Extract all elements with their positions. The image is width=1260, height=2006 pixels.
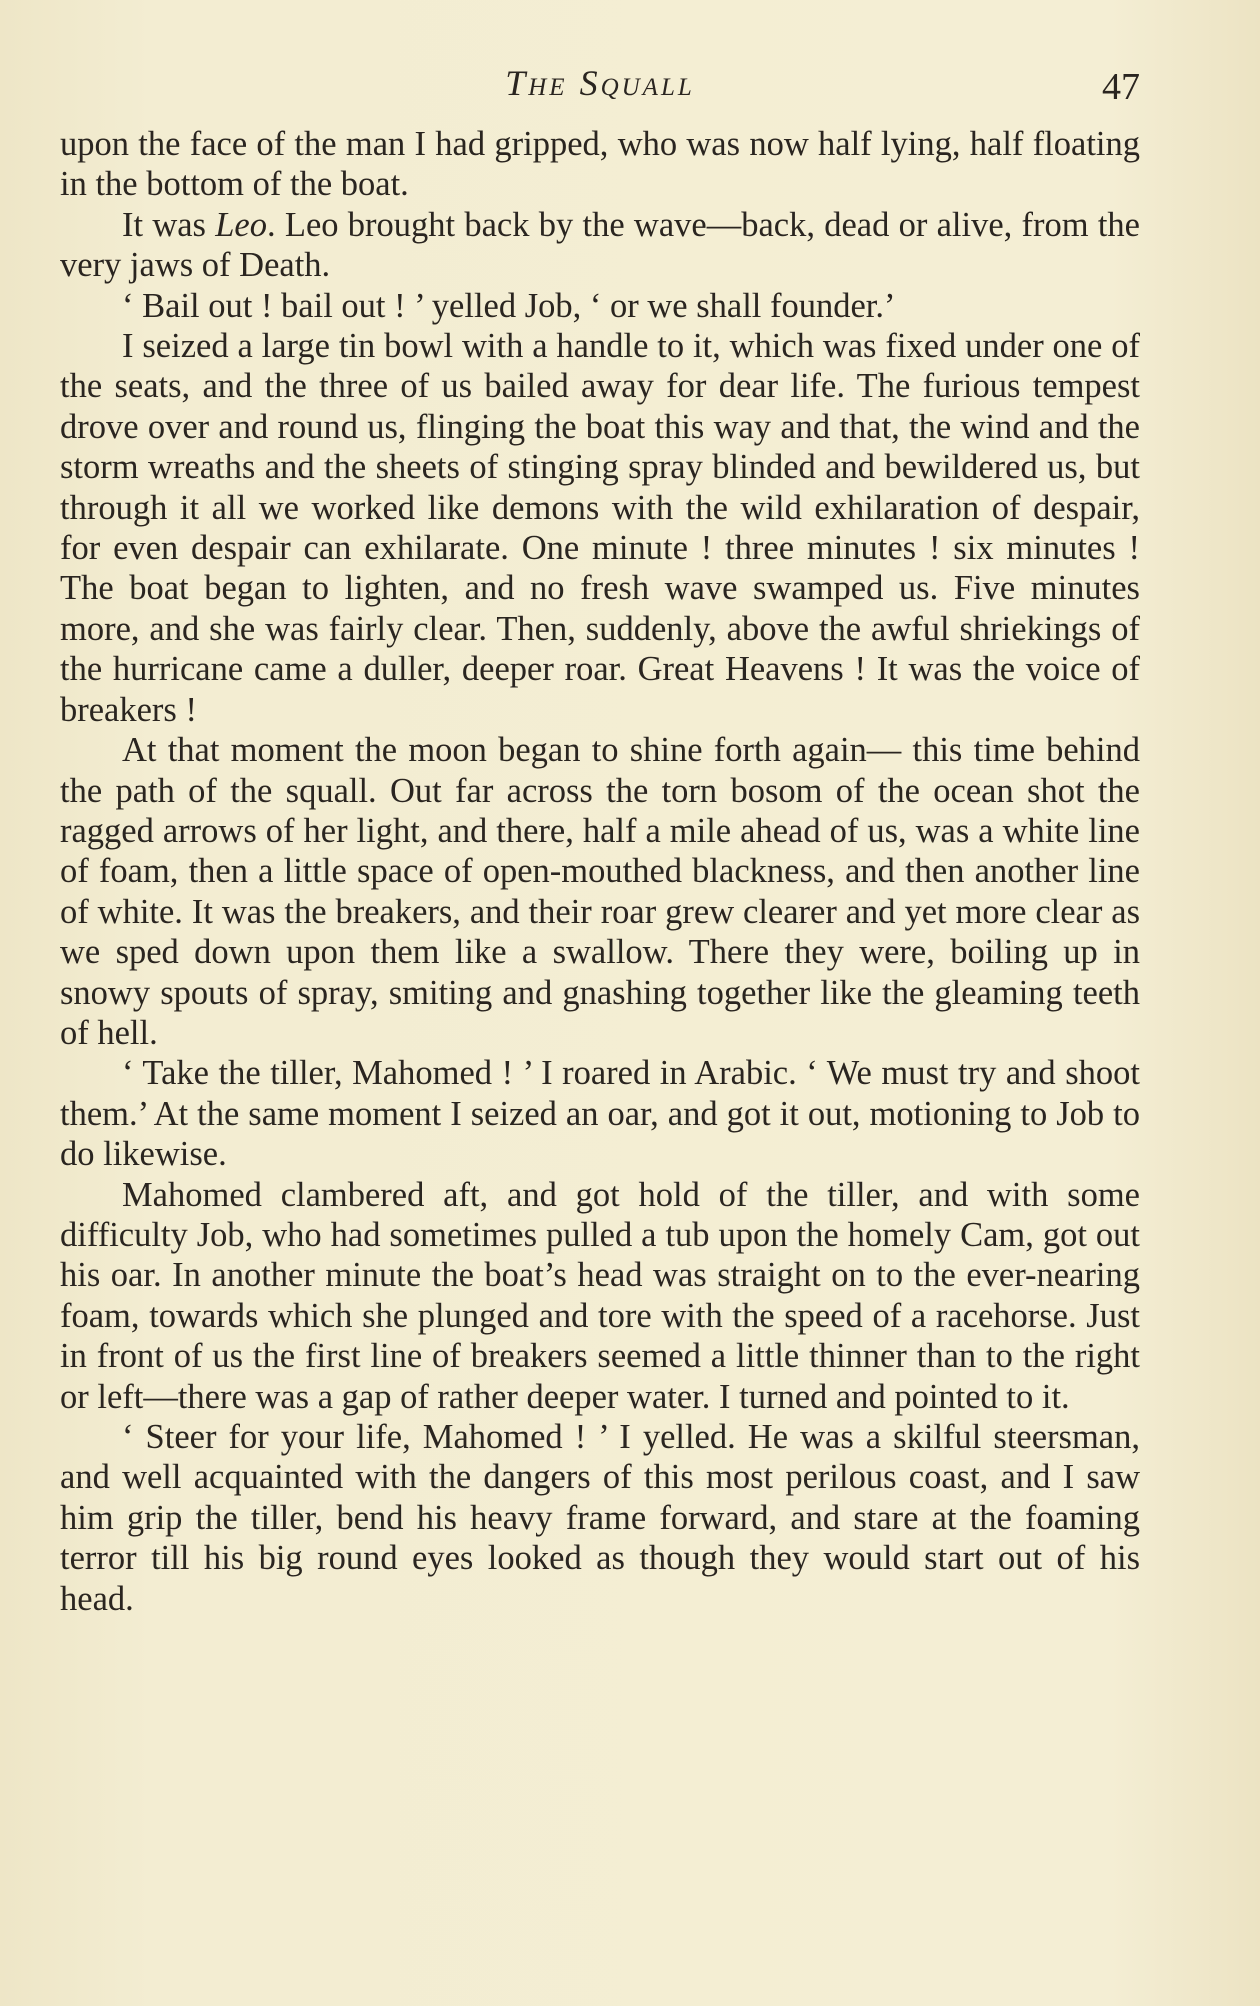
paragraph [60, 1053, 1140, 1174]
paragraph [60, 205, 1140, 286]
paragraph-text: ‘ Bail out ! bail out ! ’ yelled Job, ‘ or we shall founder.’ [122, 286, 896, 325]
paragraph [60, 1417, 1140, 1619]
paragraph-text: upon the face of the man I had gripped, who was now half lying, half floating in the bottom of the boat. [60, 125, 1140, 204]
paragraph-text: At that moment the moon began to shine forth again— this time behind the path of the squall. Out far across the torn bosom of the ocean shot the ragged arrows of her light, and there, half a mile ahead of us, was a white line of foam, then a little space of open-mouthed blackness, and then another line of white. It was the breakers, and their roar grew clearer and yet more clear as we sped down upon them like a swallow. There they were, boiling up in snowy spouts of spray, smiting and gnashing together like the gleaming teeth of hell. [60, 731, 1140, 1052]
chapter-title: The Squall [505, 63, 695, 103]
paragraph-text: ‘ Take the tiller, Mahomed ! ’ I roared in Arabic. ‘ We must try and shoot them.’ At the same moment I seized an oar, and got it out, motioning to Job to do likewise. [60, 1054, 1140, 1174]
paragraph-text: Mahomed clambered aft, and got hold of the tiller, and with some difficulty Job, who had sometimes pulled a tub upon the homely Cam, got out his oar. In another minute the boat’s head was straight on to the ever-nearing foam, towards which she plunged and tore with the speed of a racehorse. Just in front of us the first line of breakers seemed a little thinner than to the right or left—there was a gap of rather deeper water. I turned and pointed to it. [60, 1175, 1140, 1416]
paragraph-text: It was [122, 205, 216, 244]
body-text [60, 124, 1140, 1619]
page-number: 47 [1102, 66, 1140, 108]
paragraph [60, 326, 1140, 730]
paragraph-text: I seized a large tin bowl with a handle to it, which was fixed under one of the seats, and the three of us bailed away for dear life. The furious tempest drove over and round us, flinging the boat this way and that, the wind and the storm wreaths and the sheets of stinging spray blinded and bewildered us, but through it all we worked like demons with the wild exhilaration of despair, for even despair can exhilarate. One minute ! three minutes ! six minutes ! The boat began to lighten, and no fresh wave swamped us. Five minutes more, and she was fairly clear. Then, suddenly, above the awful shriekings of the hurricane came a duller, deeper roar. Great Heavens ! It was the voice of breakers ! [60, 327, 1140, 729]
paragraph-text: . Leo brought back by the wave—back, dead or alive, from the very jaws of Death. [60, 205, 1140, 285]
paragraph [60, 124, 1140, 205]
italic-name: Leo [215, 205, 267, 244]
running-head [60, 58, 1140, 108]
paragraph [60, 730, 1140, 1053]
paragraph [60, 1175, 1140, 1417]
paragraph [60, 286, 1140, 326]
paragraph-text: ‘ Steer for your life, Mahomed ! ’ I yelled. He was a skilful steersman, and well acquainted with the dangers of this most perilous coast, and I saw him grip the tiller, bend his heavy frame forward, and stare at the foaming terror till his big round eyes looked as though they would start out of his head. [60, 1418, 1140, 1618]
